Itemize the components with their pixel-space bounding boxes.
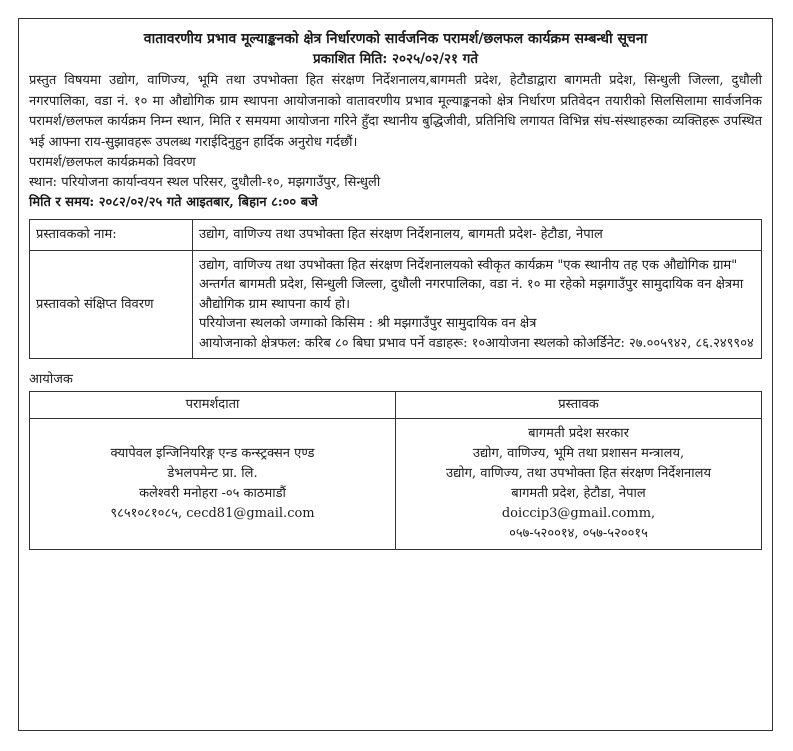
program-venue: स्थान: परियोजना कार्यान्वयन स्थल परिसर, दुधौली-१०, मझगाउँपुर, सिन्धुली: [29, 175, 381, 190]
table-header-row: [30, 392, 762, 419]
table-row: [30, 220, 762, 251]
public-notice: [18, 18, 773, 731]
organizer-heading: आयोजक: [29, 372, 73, 387]
program-datetime: मिति र समय: २०८२/०२/२५ गते आइतबार, बिहान ८:०० बजे: [29, 195, 318, 210]
summary-line: परियोजना स्थलको जग्गाको किसिम : श्री मझगाउँपुर सामुदायिक वन क्षेत्र: [199, 316, 537, 331]
proponent-line: उद्योग, वाणिज्य, भूमि तथा प्रशासन मन्त्रालय,: [472, 445, 685, 461]
proponent-line: doiccip3@gmail.comm,: [501, 505, 656, 521]
consultant-line: क्यापेवल इन्जिनियरिङ्ग एन्ड कन्स्ट्रक्सन एण्ड: [110, 445, 315, 461]
table-row: [30, 250, 762, 359]
consultant-line: कलेश्वरी मनोहरा -०५ काठमाडौं: [139, 485, 286, 501]
program-heading: परामर्श/छलफल कार्यक्रमको विवरण: [29, 155, 196, 170]
proponent-header: प्रस्तावक: [396, 392, 762, 419]
proponent-line: ०५७-५२००१४, ०५७-५२००१५: [509, 525, 648, 541]
organizer-table: [29, 391, 762, 550]
summary-value: [193, 250, 762, 359]
proponent-line: उद्योग, वाणिज्य, तथा उपभोक्ता हित संरक्षण निर्देशनालय: [445, 465, 711, 481]
notice-title: वातावरणीय प्रभाव मूल्याङ्कनको क्षेत्र निर्धारणको सार्वजनिक परामर्श/छलफल कार्यक्रम सम्बन्धी सूचना: [143, 31, 648, 47]
consultant-details: [30, 418, 396, 549]
consultant-line: ९८५१०८१०८५, cecd81@gmail.com: [110, 505, 315, 521]
summary-line: उद्योग, वाणिज्य तथा उपभोक्ता हित संरक्षण निर्देशनालयको स्वीकृत कार्यक्रम "एक स्थानीय तह एक औद्योगिक ग्राम" अन्तर्गत बागमती प्रदेश, सिन्धुली जिल्ला, दुधौली नगरपालिका, वडा नं. १० मा रहेको मझगाउँपुर सामुदायिक वन क्षेत्रमा औद्योगिक ग्राम स्थापना कार्य हो।: [199, 257, 744, 312]
proponent-details: [396, 418, 762, 549]
published-date: प्रकाशित मिति: २०२५/०२/२१ गते: [312, 51, 479, 67]
summary-label: प्रस्तावको संक्षिप्त विवरण: [30, 250, 193, 359]
proponent-line: बागमती प्रदेश, हेटौडा, नेपाल: [511, 485, 646, 501]
proponent-value: उद्योग, वाणिज्य तथा उपभोक्ता हित संरक्षण निर्देशनालय, बागमती प्रदेश- हेटौडा, नेपाल: [193, 220, 762, 251]
proponent-label: प्रस्तावकको नाम:: [30, 220, 193, 251]
summary-line: आयोजनाको क्षेत्रफल: करिब ८० बिघा प्रभाव पर्ने वडाहरू: १०आयोजना स्थलको कोअर्डिनेट: २७.००५९४२, ८६.२४९९०४: [199, 335, 754, 351]
proponent-line: बागमती प्रदेश सरकार: [528, 425, 629, 441]
consultant-header: परामर्शदाता: [30, 392, 396, 419]
consultant-line: डेभलपमेन्ट प्रा. लि.: [167, 465, 258, 481]
notice-body: प्रस्तुत विषयमा उद्योग, वाणिज्य, भूमि तथा उपभोक्ता हित संरक्षण निर्देशनालय,बागमती प्रदेश, हेटौडाद्वारा बागमती प्रदेश, सिन्धुली जिल्ला, दुधौली नगरपालिका, वडा नं. १० मा औद्योगिक ग्राम स्थापना आयोजनाको वातावरणीय प्रभाव मूल्याङ्कनको क्षेत्र निर्धारण प्रतिवेदन तयारीको सिलसिलामा सार्वजनिक परामर्श/छलफल कार्यक्रम निम्न स्थान, मिति र समयमा आयोजना गरिने हुँदा स्थानीय बुद्धिजीवी, प्रतिनिधि लगायत विभिन्न संघ-संस्थाहरुका व्यक्तिहरू उपस्थित भई आफ्ना राय-सुझावहरू उपलब्ध गराईदिनुहुन हार्दिक अनुरोध गर्दछौं।: [29, 73, 762, 150]
project-info-table: [29, 219, 762, 359]
table-row: [30, 418, 762, 549]
